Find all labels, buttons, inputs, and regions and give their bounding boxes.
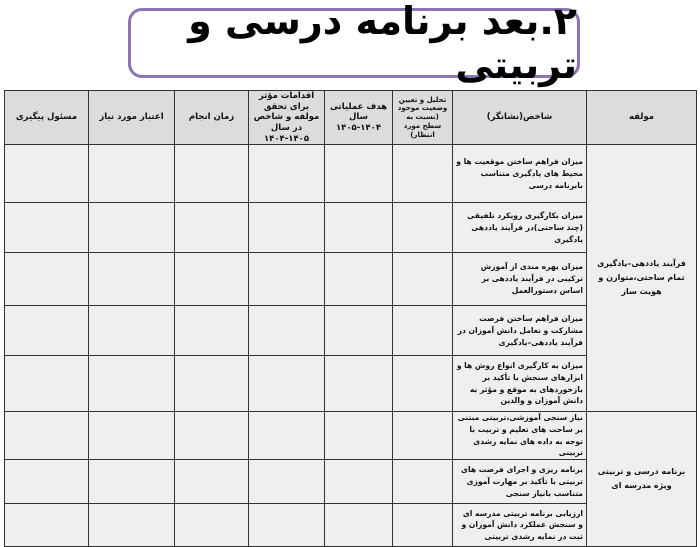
actions-cell[interactable]: [249, 460, 325, 504]
responsible-cell[interactable]: [5, 253, 89, 306]
target-cell[interactable]: [325, 412, 393, 460]
analysis-cell[interactable]: [393, 253, 453, 306]
analysis-cell[interactable]: [393, 356, 453, 412]
actions-cell[interactable]: [249, 504, 325, 547]
title-box: [128, 0, 580, 87]
component-cell: فرآیند یاددهی–یادگیری تمام ساحتی،متوازن و هویت ساز: [587, 145, 697, 412]
budget-cell[interactable]: [89, 253, 175, 306]
target-cell[interactable]: [325, 253, 393, 306]
plan-table: [4, 90, 697, 547]
header-time: زمان انجام: [175, 91, 249, 145]
header-actions: اقدامات مؤثر برای تحقق مولفه و شاخص در سال ۱۴۰۵-۱۴۰۴: [249, 91, 325, 145]
time-cell[interactable]: [175, 356, 249, 412]
responsible-cell[interactable]: [5, 306, 89, 356]
header-row: [5, 91, 697, 145]
actions-cell[interactable]: [249, 145, 325, 203]
indicator-cell: میزان فراهم ساختن موقعیت ها و محیط های یادگیری متناسب بابرنامه درسی: [453, 145, 587, 203]
actions-cell[interactable]: [249, 412, 325, 460]
time-cell[interactable]: [175, 460, 249, 504]
actions-cell[interactable]: [249, 203, 325, 253]
target-cell[interactable]: [325, 203, 393, 253]
analysis-cell[interactable]: [393, 306, 453, 356]
indicator-cell: میزان فراهم ساختن فرصت مشارکت و تعامل دانش آموزان در فرآیند یاددهی–یادگیری: [453, 306, 587, 356]
header-component: مولفه: [587, 91, 697, 145]
indicator-cell: میزان به کارگیری انواع روش ها و ابزارهای سنجش با تأکید بر بازخوردهای به موقع و مؤثر به دانش آموزان و والدین: [453, 356, 587, 412]
header-budget: اعتبار مورد نیاز: [89, 91, 175, 145]
responsible-cell[interactable]: [5, 356, 89, 412]
budget-cell[interactable]: [89, 356, 175, 412]
page-title: ۲.بعد برنامه درسی و تربیتی: [188, 0, 577, 87]
time-cell[interactable]: [175, 306, 249, 356]
responsible-cell[interactable]: [5, 145, 89, 203]
analysis-cell[interactable]: [393, 145, 453, 203]
header-target: هدف عملیاتی سال ۱۴۰۴-۱۴۰۵: [325, 91, 393, 145]
budget-cell[interactable]: [89, 306, 175, 356]
time-cell[interactable]: [175, 412, 249, 460]
time-cell[interactable]: [175, 253, 249, 306]
budget-cell[interactable]: [89, 203, 175, 253]
header-indicator: شاخص(نشانگر): [453, 91, 587, 145]
time-cell[interactable]: [175, 145, 249, 203]
time-cell[interactable]: [175, 203, 249, 253]
budget-cell[interactable]: [89, 504, 175, 547]
responsible-cell[interactable]: [5, 460, 89, 504]
indicator-cell: ارزیابی برنامه تربیتی مدرسه ای و سنجش عملکرد دانش آموزان و ثبت در نمایه رشدی تربیتی: [453, 504, 587, 547]
budget-cell[interactable]: [89, 145, 175, 203]
indicator-cell: نیاز سنجی آموزشی،تربیتی مبتنی بر ساحت های تعلیم و تربیت با توجه به داده های نمایه رشدی تربیتی: [453, 412, 587, 460]
budget-cell[interactable]: [89, 412, 175, 460]
responsible-cell[interactable]: [5, 412, 89, 460]
responsible-cell[interactable]: [5, 203, 89, 253]
analysis-cell[interactable]: [393, 203, 453, 253]
analysis-cell[interactable]: [393, 412, 453, 460]
target-cell[interactable]: [325, 460, 393, 504]
actions-cell[interactable]: [249, 253, 325, 306]
target-cell[interactable]: [325, 306, 393, 356]
indicator-cell: میزان بکارگیری رویکرد تلفیقی (چند ساحتی)در فرآیند یاددهی یادگیری: [453, 203, 587, 253]
table-row: [5, 412, 697, 460]
component-cell: برنامه درسی و تربیتی ویژه مدرسه ای: [587, 412, 697, 547]
indicator-cell: میزان بهره مندی از آموزش ترکیبی در فرآیند یاددهی بر اساس دستورالعمل: [453, 253, 587, 306]
target-cell[interactable]: [325, 504, 393, 547]
analysis-cell[interactable]: [393, 460, 453, 504]
actions-cell[interactable]: [249, 306, 325, 356]
table-row: [5, 145, 697, 203]
time-cell[interactable]: [175, 504, 249, 547]
responsible-cell[interactable]: [5, 504, 89, 547]
indicator-cell: برنامه ریزی و اجرای فرصت های تربیتی با تأکید بر مهارت آموزی متناسب بانیاز سنجی: [453, 460, 587, 504]
header-analysis: تحلیل و تعیین وضعیت موجود (نسبت به سطح مورد انتظار): [393, 91, 453, 145]
header-responsible: مسئول پیگیری: [5, 91, 89, 145]
target-cell[interactable]: [325, 145, 393, 203]
analysis-cell[interactable]: [393, 504, 453, 547]
target-cell[interactable]: [325, 356, 393, 412]
budget-cell[interactable]: [89, 460, 175, 504]
actions-cell[interactable]: [249, 356, 325, 412]
